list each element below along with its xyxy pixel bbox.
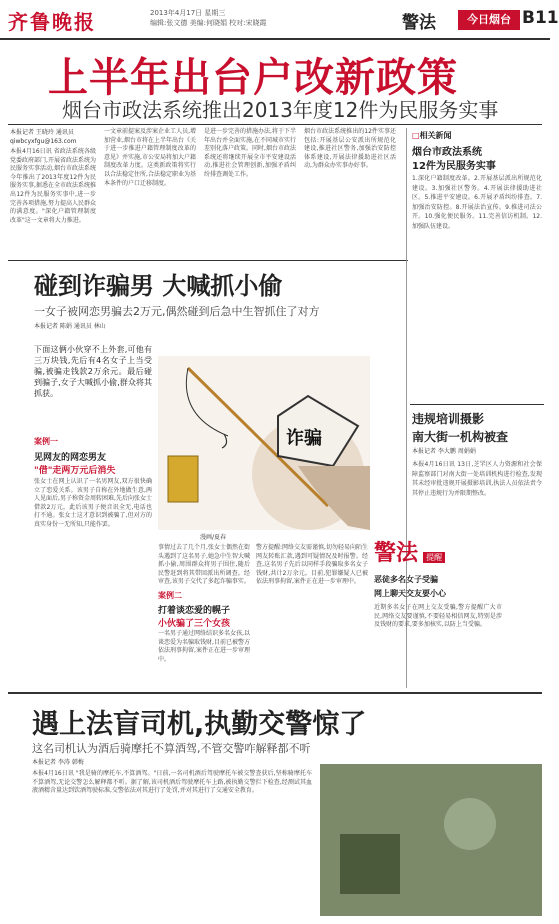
related-label-text: 相关新闻 [419,131,452,140]
side-title-1: 烟台市政法系统 [412,147,482,158]
page-number: B11 [522,8,559,28]
divider [8,692,542,694]
cartoon-illustration [158,356,370,530]
lead-column-3: 是进一步完善的措施办法,将于下半年出台并全面实施,在不同城市实行差别化落户政策。同时,烟台市政法系统还将继续开展全市平安建设活动,推进社会管理创新,加强矛盾纠纷排查调处工作。 [204,128,296,178]
lead-column-4: 烟台市政法系统推出的12件实事还包括:开展基层公安派出所规范化建设,推进社区警务,加强治安防控体系建设,开展法律援助进社区活动,为群众办实事办好事。 [304,128,396,170]
warning-body: 近期多名女子在网上交友受骗,警方提醒广大市民,网络交友要谨慎,不要轻易相信网友,特别是涉及钱财的要求,要多加核实,以防上当受骗。 [374,604,502,629]
lead-byline [10,128,80,146]
lead-headline: 上半年出台户改新政策 [48,55,458,101]
photo-placeholder [320,764,542,916]
bottom-subheadline: 这名司机认为酒后骑摩托不算酒驾,不管交警咋解释都不听 [32,742,311,755]
related-news-label [412,130,452,141]
case-1-title: 见网友的网恋男友 [34,453,107,463]
case-2-title: 打着谈恋爱的幌子 [158,606,231,616]
scam-body-left: 张女士在网上认识了一名男网友,双方很快确立了恋爱关系。该男子自称在外地做生意,两人见面后,男子称资金周转困难,先后向张女士借款2万元。此后该男子便音讯全无,电话也打不通。张女士这才意识到被骗了,但对方的真实身份一无所知,只能作罢。 [34,478,152,528]
bottom-body: 本报4月16日讯 "我是骑的摩托车,不算酒驾。"日前,一名司机酒后驾驶摩托车被交警查获后,坚称骑摩托车不算酒驾,无论交警怎么解释都不听。据了解,该司机酒后驾驶摩托车上路,被执勤交警拦下检查,经测试其血液酒精含量达到饮酒驾驶标准,交警依法对其进行了处罚,并对其进行了交通安全教育。 [32,770,312,795]
side-title-2: 12件为民服务实事 [412,161,496,172]
scam-headline: 碰到诈骗男 大喊抓小偷 [34,272,283,300]
scam-subheadline: 一女子被网恋男骗去2万元,偶然碰到后急中生智抓住了对方 [34,305,320,318]
photo-figure [444,798,496,850]
scam-intro: 下面这俩小伙穿不上外套,可他有三万块钱,先后有4名女子上当受骗,被骗走钱款2万余元。最后碰到骗子,女子大喊抓小偷,群众将其抓获。 [34,345,152,398]
photo-shape [340,834,400,894]
divider [410,404,544,405]
warning-title-1: 恶徒多名女子受骗 [374,575,438,584]
lead-byline-1: 本报记者 王晓玲 通讯员 [10,129,74,136]
warning-kicker: 警法 [374,540,419,566]
square-icon: □ [412,131,420,140]
warning-title-2: 网上聊天交友要小心 [374,589,446,598]
divider [8,260,408,261]
date-line [150,8,267,28]
case-1-subtitle: "借"走两万元后消失 [34,466,116,476]
sign-word: 诈骗 [286,428,322,449]
scam-body-right: 警方提醒:网络交友需谨慎,切勿轻易向陌生网友转账汇款,遇到可疑情况及时报警。经查,这名男子先后以同样手段骗取多名女子钱财,共计2万余元。目前,犯罪嫌疑人已被依法刑事拘留,案件正在进一步审理中。 [256,544,368,586]
hook [222,434,227,448]
divider [8,124,542,125]
money-bag [168,456,198,502]
scam-body-mid: 事情过去了几个月,张女士偶然在街头遇到了这名男子,她急中生智大喊抓小偷,周围群众将男子围住,随后民警赶到将其带回派出所调查。经审查,该男子交代了多起诈骗事实。 [158,544,250,586]
side2-title-1: 违规培训摄影 [412,412,485,426]
section-box: 今日烟台 [458,10,520,30]
lead-byline-2: qiwbcyxfgu@163.com [10,138,77,145]
date-line-2: 编辑:张文德 美编:何晓娟 校对:宋晓霞 [150,19,267,27]
illustration-caption: 漫画/夏春 [200,534,227,541]
side2-body: 本报4月16日讯 13日,芝罘区人力资源和社会保障监察部门对南大街一处培训机构进行检查,发现其未经审批违规开展摄影培训,执法人员依法责令其停止违规行为并限期整改。 [412,461,542,497]
warning-badge: 提醒 [423,552,445,563]
case-2-label: 案例二 [158,591,182,600]
date-line-1: 2013年4月17日 星期三 [150,9,226,17]
bottom-headline: 遇上法盲司机,执勤交警惊了 [32,709,367,740]
section-name: 警法 [402,13,436,33]
case-2-subtitle: 小伙骗了三个女孩 [158,619,231,629]
bottom-photo [320,764,542,916]
case-1-label: 案例一 [34,437,58,446]
lead-column-2: 一文章前提案及涉案企业工人员,增加营业,烟台市将在上半年出台《关于进一步推进户籍管理制度改革的意见》并实施,市公安局将加大户籍制度改革力度。这类新政策将实行以合法稳定住所,合法稳定职业为基本条件的户口迁移制度。 [104,128,196,187]
lead-column-1: 本报4月16日讯 省政法系统各级党委政府部门,开展省政法系统为民服务实事活动,烟台市政法系统今年推出了2013年度12件为民服务实事,据悉在全市政法系统推出12件为民服务实事中,进一步完善各项措施,努力提高人民群众的满意度。"深化户籍管理制度改革"这一文章将大力推进。 [10,148,96,224]
lead-subheadline: 烟台市政法系统推出2013年度12件为民服务实事 [62,98,499,122]
side2-byline: 本报记者 李大鹏 周娟娟 [412,448,476,455]
side-body: 1.深化户籍制度改革。2.开展基层派出所规范化建设。3.加强社区警务。4.开展法律援助进社区。5.推进平安建设。6.开展矛盾纠纷排查。7.加强治安防控。8.开展法治宣传。9.推进司法公开。10.强化便民服务。11.完善信访机制。12.加强队伍建设。 [412,175,542,230]
side2-title-2: 南大街一机构被查 [412,430,509,444]
newspaper-logo: 齐鲁晚报 [8,10,96,34]
bottom-byline: 本报记者 李涛 韩梅 [32,759,84,766]
cartoon-svg [158,356,370,530]
scam-byline: 本报记者 陈娟 通讯员 林山 [34,323,106,330]
scam-body-mid-2: 一名男子通过网络结识多名女孩,以谈恋爱为名骗取钱财,目前已被警方依法刑事拘留,案件正在进一步审理中。 [158,630,250,663]
